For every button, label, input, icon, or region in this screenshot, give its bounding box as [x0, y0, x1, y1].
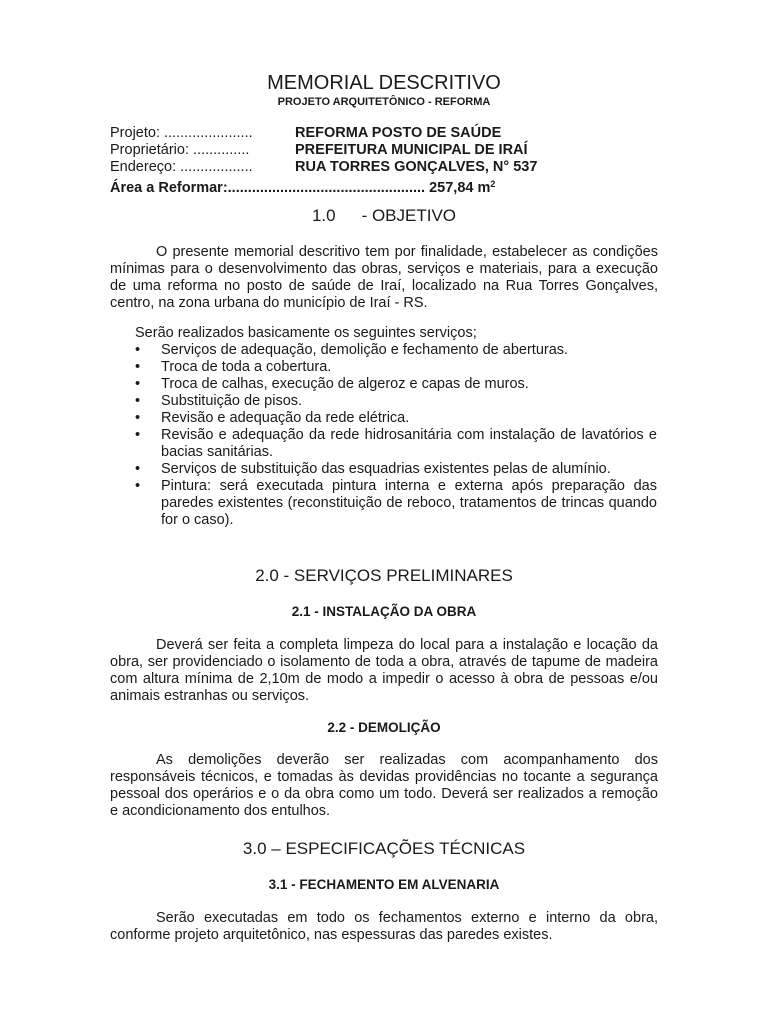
paragraph-line: pessoal dos operários e o da obra como um todo. Deverá ser realizados a remoção [110, 786, 658, 802]
paragraph-line: Serão executadas em todo os fechamentos externo e interno da obra, [156, 910, 658, 926]
paragraph-line: animais estranhas ou serviços. [110, 688, 310, 704]
list-item: • Substituição de pisos. [135, 393, 303, 409]
paragraph-line: As demolições deverão ser realizadas com acompanhamento dos [156, 752, 658, 768]
bullet-icon: • [135, 376, 141, 392]
services-list [135, 342, 657, 529]
paragraph-line: conforme projeto arquitetônico, nas espessuras das paredes existes. [110, 927, 553, 943]
document-title: MEMORIAL DESCRITIVO [267, 72, 501, 94]
bullet-icon: • [135, 427, 141, 443]
section-2-2-paragraph [110, 752, 658, 820]
bullet-icon: • [135, 359, 141, 375]
meta-projeto-value: REFORMA POSTO DE SAÚDE [295, 125, 502, 141]
paragraph-line: e acondicionamento dos entulhos. [110, 803, 331, 819]
list-item: • Revisão e adequação da rede hidrosanitária com instalação de lavatórios e bacias sanitárias. [135, 427, 657, 460]
section-3-1-heading: 3.1 - FECHAMENTO EM ALVENARIA [268, 877, 500, 892]
section-3-1-paragraph [110, 910, 658, 944]
section-1-paragraph [110, 244, 658, 312]
paragraph-line: responsáveis técnicos, e tomadas às devidas providências no tocante a segurança [110, 769, 658, 785]
meta-projeto-label: Projeto: ...................... [110, 125, 253, 141]
list-item: • Revisão e adequação da rede elétrica. [135, 410, 410, 426]
paragraph-line: Deverá ser feita a completa limpeza do local para a instalação e locação da [156, 637, 658, 653]
list-item: • Troca de calhas, execução de algeroz e capas de muros. [135, 376, 529, 392]
paragraph-line: mínimas para o desenvolvimento das obras, serviços e materiais, para a execução [110, 261, 658, 277]
section-2-1-paragraph [110, 637, 658, 705]
services-intro: Serão realizados basicamente os seguintes serviços; [135, 325, 477, 341]
list-item: • Pintura: será executada pintura interna e externa após preparação das paredes existentes (reconstituição de reboco, tratamentos de trincas quando for o caso). [135, 478, 657, 528]
meta-endereco-value: RUA TORRES GONÇALVES, N° 537 [295, 159, 538, 175]
meta-area-value: 257,84 m [429, 180, 491, 196]
paragraph-line: O presente memorial descritivo tem por finalidade, estabelecer as condições [156, 244, 658, 260]
meta-area [110, 176, 495, 197]
paragraph-line: obra, ser providenciado o isolamento de toda a obra, através de tapume de madeira [110, 654, 658, 670]
list-item: • Serviços de substituição das esquadrias existentes pelas de alumínio. [135, 461, 611, 477]
document-subtitle: PROJETO ARQUITETÔNICO - REFORMA [277, 96, 491, 108]
bullet-icon: • [135, 342, 141, 358]
section-1-number: 1.0 [311, 206, 336, 225]
meta-area-label: Área a Reformar:................................................. [110, 180, 426, 196]
section-1-heading [0, 206, 768, 226]
paragraph-line: centro, na zona urbana do município de Iraí - RS. [110, 295, 428, 311]
list-item: • Serviços de adequação, demolição e fechamento de aberturas. [135, 342, 569, 358]
meta-endereco-label: Endereço: .................. [110, 159, 253, 175]
meta-proprietario-label: Proprietário: .............. [110, 142, 250, 158]
list-item: • Troca de toda a cobertura. [135, 359, 332, 375]
bullet-icon: • [135, 478, 141, 494]
section-2-1-heading: 2.1 - INSTALAÇÃO DA OBRA [291, 604, 477, 619]
section-2-2-heading: 2.2 - DEMOLIÇÃO [327, 720, 441, 735]
bullet-icon: • [135, 461, 141, 477]
paragraph-line: com altura mínima de 2,10m de modo a impedir o acesso à obra de pessoas e/ou [110, 671, 658, 687]
section-2-heading: 2.0 - SERVIÇOS PRELIMINARES [255, 566, 513, 585]
bullet-icon: • [135, 410, 141, 426]
paragraph-line: de uma reforma no posto de saúde de Iraí, localizado na Rua Torres Gonçalves, [110, 278, 658, 294]
meta-area-unit: 2 [490, 179, 496, 189]
section-1-title: - OBJETIVO [361, 206, 457, 225]
meta-proprietario-value: PREFEITURA MUNICIPAL DE IRAÍ [295, 142, 528, 158]
section-3-heading: 3.0 – ESPECIFICAÇÕES TÉCNICAS [242, 839, 526, 858]
bullet-icon: • [135, 393, 141, 409]
